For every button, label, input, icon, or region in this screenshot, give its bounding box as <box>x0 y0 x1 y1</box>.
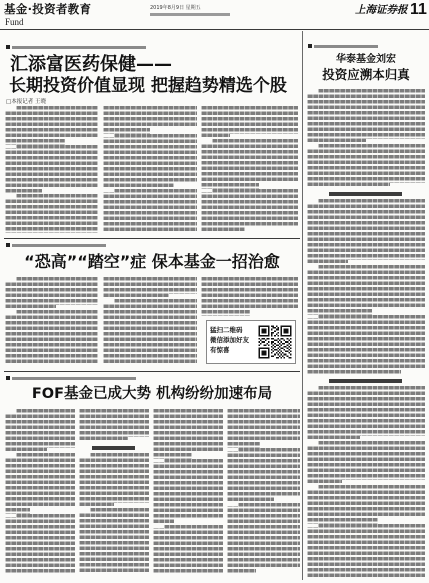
article-subheading <box>307 375 425 386</box>
top-article-body-column-3 <box>201 106 298 233</box>
bottom-article-body-column-1 <box>5 409 75 574</box>
qr-promo-box <box>206 320 296 364</box>
article-separator <box>4 371 300 372</box>
article-body-paragraph <box>5 194 98 233</box>
qr-code-icon <box>257 324 293 360</box>
article-body-paragraph <box>103 299 197 365</box>
masthead-logo: 上海证券报 <box>355 4 408 16</box>
editor-info-line <box>150 13 230 16</box>
opinion-column-headline: 投资应溯本归真 <box>322 67 410 82</box>
qr-caption-line: 有惊喜 <box>210 346 230 354</box>
article-body-paragraph <box>79 453 149 508</box>
article-body-paragraph <box>307 441 425 485</box>
top-article-kicker <box>6 45 146 49</box>
article-body-paragraph <box>307 315 425 376</box>
article-body-paragraph <box>201 189 298 233</box>
article-body-paragraph <box>103 189 197 233</box>
article-body-paragraph <box>103 106 197 134</box>
header-rule <box>0 29 429 30</box>
article-body-paragraph <box>5 310 98 365</box>
opinion-column-kicker <box>308 44 378 48</box>
article-body-paragraph <box>307 485 425 524</box>
article-body-paragraph <box>103 277 197 299</box>
opinion-column-author: 华泰基金刘宏 <box>336 54 396 65</box>
article-body-paragraph <box>307 89 425 144</box>
article-body-paragraph <box>307 265 425 315</box>
article-body-paragraph <box>103 134 197 189</box>
article-body-paragraph <box>79 508 149 574</box>
top-article-byline: □本报记者 王晓 <box>6 99 46 105</box>
article-body-paragraph <box>201 106 298 139</box>
article-body-paragraph <box>227 448 300 503</box>
article-body-paragraph <box>227 503 300 575</box>
article-body-paragraph <box>201 277 298 316</box>
page-number: 11 <box>410 1 427 18</box>
bottom-article-kicker <box>6 376 136 380</box>
issue-date: 2019年8月9日 星期五 <box>150 5 201 11</box>
article-body-paragraph <box>307 386 425 441</box>
article-body-paragraph <box>227 409 300 448</box>
article-body-paragraph <box>153 525 223 575</box>
qr-caption-line: 猛扫二维码 <box>210 326 243 334</box>
article-body-paragraph <box>153 409 223 459</box>
middle-article-headline: “恐高”“踏空”症 保本基金一招治愈 <box>24 252 280 271</box>
middle-article-body-column-3 <box>201 277 298 316</box>
column-separator <box>302 31 303 580</box>
article-body-paragraph <box>5 145 98 195</box>
article-body-paragraph <box>153 459 223 525</box>
article-body-paragraph <box>5 106 98 145</box>
bottom-article-body-column-3 <box>153 409 223 574</box>
section-title: 基金·投资者教育 <box>4 2 92 16</box>
top-article-headline-line1: 汇添富医药保健—— <box>10 54 172 75</box>
middle-article-kicker <box>6 243 106 247</box>
article-body-paragraph <box>307 524 425 579</box>
article-body-paragraph <box>201 139 298 189</box>
top-article-body-column-1 <box>5 106 98 233</box>
article-separator <box>4 238 300 239</box>
article-body-paragraph <box>5 514 75 575</box>
section-subtitle: Fund <box>5 17 24 27</box>
bottom-article-headline: FOF基金已成大势 机构纷纷加速布局 <box>31 386 273 402</box>
bottom-article-body-column-2 <box>79 409 149 574</box>
middle-article-body-column-1 <box>5 277 98 365</box>
opinion-column-body <box>307 89 425 579</box>
middle-article-body-column-2 <box>103 277 197 365</box>
article-body-paragraph <box>307 144 425 188</box>
article-body-paragraph <box>79 409 149 442</box>
article-body-paragraph <box>5 453 75 514</box>
top-article-body-column-2 <box>103 106 197 233</box>
article-body-paragraph <box>5 409 75 453</box>
article-body-paragraph <box>5 277 98 310</box>
article-body-paragraph <box>307 199 425 265</box>
article-subheading <box>79 442 149 453</box>
qr-caption-line: 微信添加好友 <box>210 336 249 344</box>
article-subheading <box>307 188 425 199</box>
bottom-article-body-column-4 <box>227 409 300 574</box>
top-article-headline-line2: 长期投资价值显现 把握趋势精选个股 <box>9 76 287 96</box>
